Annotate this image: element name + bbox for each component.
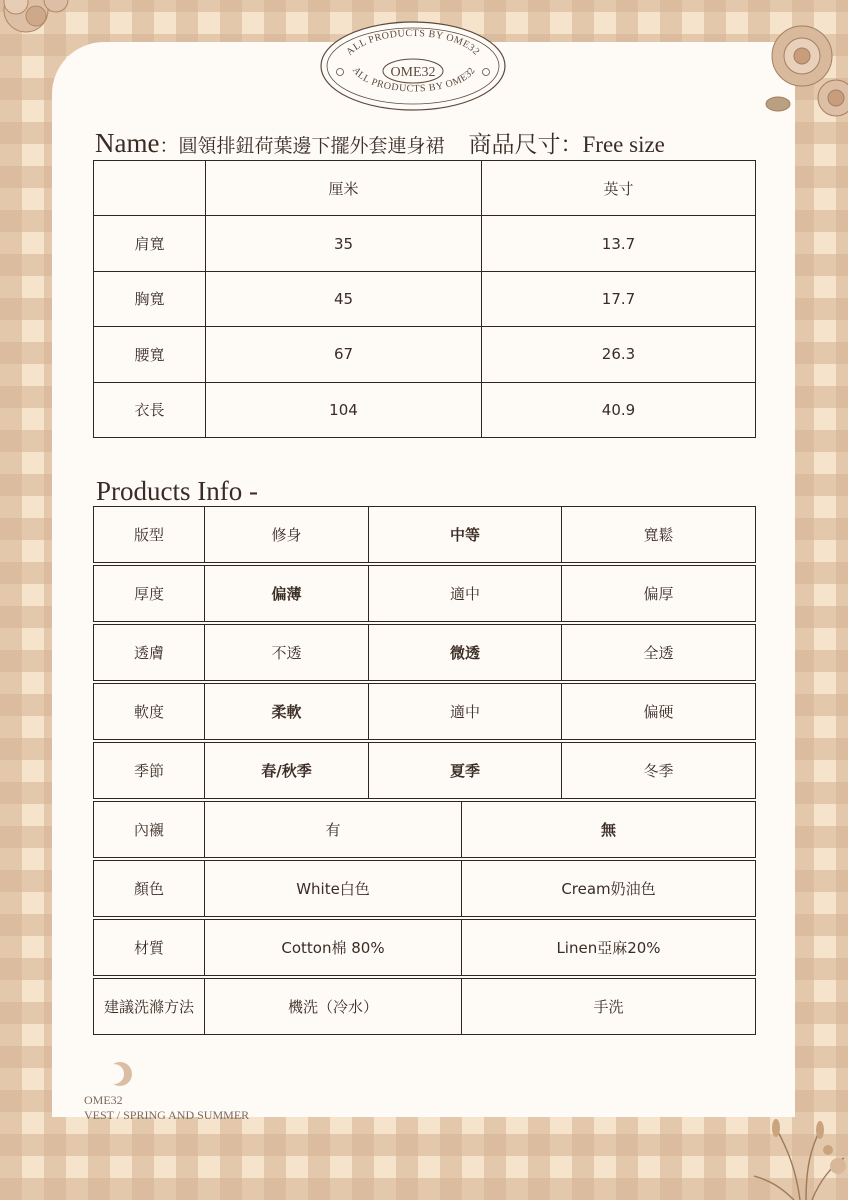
table-row xyxy=(94,216,756,271)
info-option: 偏硬 xyxy=(562,684,756,740)
info-label: 建議洗滌方法 xyxy=(94,979,205,1035)
inch-value: 17.7 xyxy=(482,271,756,326)
info-option: 冬季 xyxy=(562,743,756,799)
size-label: 商品尺寸 xyxy=(468,132,561,158)
info-option: 全透 xyxy=(562,625,756,681)
row-label: 衣長 xyxy=(94,382,206,437)
cm-value: 67 xyxy=(206,327,482,382)
info-row-season xyxy=(93,742,755,799)
info-row-lining xyxy=(93,801,755,858)
colon: ： xyxy=(560,133,583,158)
product-name: 圓領排鈕荷葉邊下擺外套連身裙 xyxy=(178,135,445,157)
info-row-sheerness xyxy=(93,624,755,681)
info-option: 手洗 xyxy=(462,979,756,1035)
table-row xyxy=(94,271,756,326)
info-option: 偏厚 xyxy=(562,566,756,622)
info-label: 季節 xyxy=(94,743,205,799)
table-row xyxy=(94,382,756,437)
colon: ： xyxy=(159,135,179,157)
info-label: 透膚 xyxy=(94,625,205,681)
badge-logo-text: OME32 xyxy=(390,65,436,80)
brand-badge xyxy=(318,20,508,112)
info-option: 有 xyxy=(205,802,462,858)
product-title xyxy=(95,124,755,162)
info-row-color xyxy=(93,860,755,917)
info-option-selected: 偏薄 xyxy=(205,566,369,622)
table-row xyxy=(94,327,756,382)
inch-value: 13.7 xyxy=(482,216,756,271)
row-label: 肩寬 xyxy=(94,216,206,271)
flower-cluster-icon xyxy=(0,0,82,52)
row-label: 胸寬 xyxy=(94,271,206,326)
products-info-heading: Products Info - xyxy=(96,476,258,506)
info-label: 軟度 xyxy=(94,684,205,740)
info-option: Linen亞麻20% xyxy=(462,920,756,976)
info-row-washing xyxy=(93,978,755,1035)
cm-value: 45 xyxy=(206,271,482,326)
row-label: 腰寬 xyxy=(94,327,206,382)
footer-subtitle: VEST / SPRING AND SUMMER xyxy=(84,1108,250,1122)
info-option: 機洗（冷水） xyxy=(205,979,462,1035)
info-option-selected: 柔軟 xyxy=(205,684,369,740)
info-option-selected: 微透 xyxy=(369,625,562,681)
info-option-selected: 中等 xyxy=(369,507,562,563)
info-option: 適中 xyxy=(369,566,562,622)
info-label: 厚度 xyxy=(94,566,205,622)
info-label: 版型 xyxy=(94,507,205,563)
info-label: 顏色 xyxy=(94,861,205,917)
info-row-softness xyxy=(93,683,755,740)
info-row-material xyxy=(93,919,755,976)
crescent-moon-icon xyxy=(108,1060,132,1088)
cm-value: 35 xyxy=(206,216,482,271)
info-row-fit xyxy=(93,506,755,563)
dried-grass-icon xyxy=(740,1110,848,1200)
flower-cluster-icon xyxy=(758,16,848,126)
info-option: Cotton棉 80% xyxy=(205,920,462,976)
table-header-row xyxy=(94,161,756,216)
footer-brand: OME32 xyxy=(84,1093,123,1107)
table-header-cell: 厘米 xyxy=(206,161,482,216)
info-option-selected: 夏季 xyxy=(369,743,562,799)
table-header-cell: 英寸 xyxy=(482,161,756,216)
cm-value: 104 xyxy=(206,382,482,437)
inch-value: 40.9 xyxy=(482,382,756,437)
info-row-thickness xyxy=(93,565,755,622)
size-table xyxy=(93,160,756,438)
info-option: 適中 xyxy=(369,684,562,740)
name-label: Name xyxy=(95,128,160,158)
info-option: Cream奶油色 xyxy=(462,861,756,917)
badge-ring-bottom: ALL PRODUCTS BY OME32 xyxy=(349,65,478,95)
table-header-cell xyxy=(94,161,206,216)
badge-ring-top: ALL PRODUCTS BY OME32 xyxy=(344,27,482,58)
info-label: 材質 xyxy=(94,920,205,976)
size-value: Free size xyxy=(582,132,665,157)
info-option-selected: 無 xyxy=(462,802,756,858)
inch-value: 26.3 xyxy=(482,327,756,382)
info-option: 不透 xyxy=(205,625,369,681)
info-option-selected: 春/秋季 xyxy=(205,743,369,799)
info-option: 修身 xyxy=(205,507,369,563)
info-label: 內襯 xyxy=(94,802,205,858)
info-option: 寬鬆 xyxy=(562,507,756,563)
info-option: White白色 xyxy=(205,861,462,917)
